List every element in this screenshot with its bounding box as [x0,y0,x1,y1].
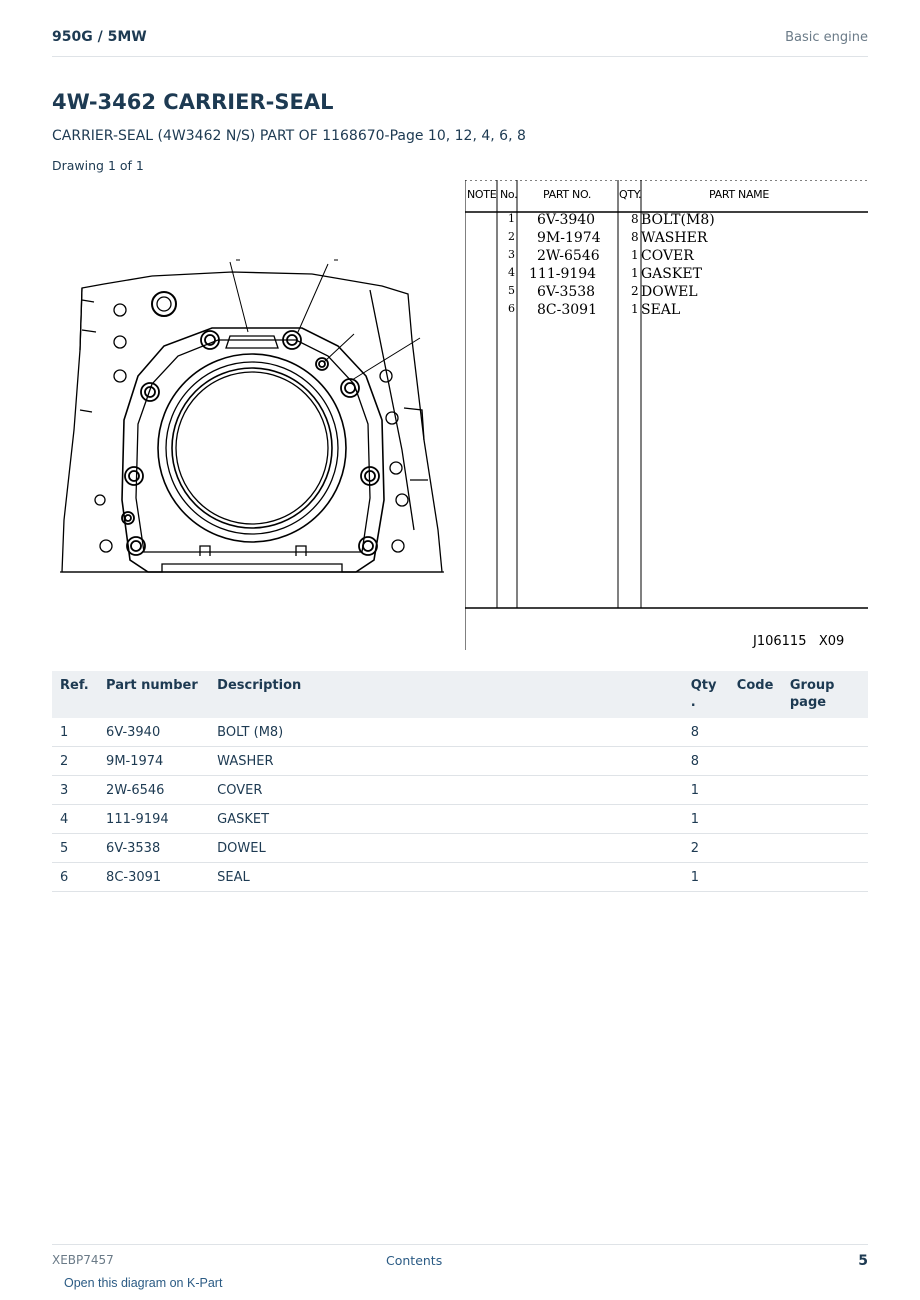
cell-description: GASKET [209,805,683,834]
cell-ref: 3 [52,776,98,805]
parts-diagram [52,180,472,590]
cell-code [729,747,782,776]
cell-description: DOWEL [209,834,683,863]
pl-header-part-no: PART NO. [543,188,592,201]
cell-code [729,834,782,863]
pl-row-name: BOLT(M8) [641,212,715,228]
pl-row-qty: 1 [631,266,639,280]
page-number: 5 [858,1253,868,1269]
cell-part-number: 2W-6546 [98,776,209,805]
table-row [52,718,868,747]
pl-row-qty: 1 [631,302,639,316]
pl-header-part-name: PART NAME [709,188,770,201]
col-code: Code [729,671,782,718]
cell-code [729,718,782,747]
pl-row-no: 4 [508,266,515,279]
cell-part-number: 8C-3091 [98,863,209,892]
cell-qty: 1 [683,776,729,805]
pl-row [465,212,868,230]
pl-row-part-no: 9M-1974 [537,230,601,246]
pl-row-no: 3 [508,248,515,261]
cell-ref: 4 [52,805,98,834]
parts-list-image [465,180,868,650]
cell-qty: 2 [683,834,729,863]
pl-row-no: 2 [508,230,515,243]
cell-code [729,805,782,834]
col-qty: Qty . [683,671,729,718]
table-row [52,805,868,834]
cell-part-number: 111-9194 [98,805,209,834]
cell-description: SEAL [209,863,683,892]
pl-row-qty: 8 [631,212,639,226]
footer-divider [52,1244,868,1245]
parts-table-header [52,671,868,718]
col-part-number: Part number [98,671,209,718]
cell-qty: 8 [683,747,729,776]
model-label: 950G / 5MW [52,29,147,45]
pl-row [465,230,868,248]
cell-part-number: 9M-1974 [98,747,209,776]
cell-part-number: 6V-3538 [98,834,209,863]
cell-group-page [782,718,868,747]
cell-description: COVER [209,776,683,805]
cell-ref: 2 [52,747,98,776]
pl-row-name: SEAL [641,302,681,318]
pl-header-note: NOTE [467,188,497,201]
col-ref: Ref. [52,671,98,718]
parts-table [52,671,868,892]
cell-group-page [782,805,868,834]
pl-row-part-no: 8C-3091 [537,302,597,318]
cell-qty: 1 [683,805,729,834]
col-description: Description [209,671,683,718]
document-id: XEBP7457 [52,1253,114,1267]
cell-qty: 1 [683,863,729,892]
cell-part-number: 6V-3940 [98,718,209,747]
cell-qty: 8 [683,718,729,747]
pl-row-part-no: 111-9194 [529,266,597,282]
pl-row-part-no: 6V-3538 [537,284,596,300]
pl-row-no: 6 [508,302,515,315]
cell-code [729,863,782,892]
drawing-code: J106115 X09 [753,634,845,649]
table-row [52,863,868,892]
table-row [52,834,868,863]
cell-group-page [782,834,868,863]
pl-row-name: DOWEL [641,284,698,300]
pl-row-qty: 8 [631,230,639,244]
table-row [52,747,868,776]
pl-row-name: WASHER [641,230,708,246]
cell-group-page [782,863,868,892]
cell-code [729,776,782,805]
pl-row [465,266,868,284]
table-row [52,776,868,805]
col-group-page: Group page [782,671,868,718]
cell-ref: 6 [52,863,98,892]
pl-header-no: No. [500,188,518,201]
pl-row [465,248,868,266]
pl-header-qty: QTY. [619,188,642,201]
pl-row-part-no: 6V-3940 [537,212,596,228]
page-header [52,28,868,57]
pl-row-part-no: 2W-6546 [537,248,600,264]
cell-group-page [782,776,868,805]
cell-description: WASHER [209,747,683,776]
pl-row-name: GASKET [641,266,702,282]
pl-row-qty: 1 [631,248,639,262]
cell-description: BOLT (M8) [209,718,683,747]
cell-ref: 1 [52,718,98,747]
page-subtitle: CARRIER-SEAL (4W3462 N/S) PART OF 1168670-Page 10, 12, 4, 6, 8 [52,128,526,144]
page-title: 4W-3462 CARRIER-SEAL [52,90,334,114]
pl-row-name: COVER [641,248,694,264]
pl-row [465,284,868,302]
drawing-count: Drawing 1 of 1 [52,158,144,173]
pl-row [465,302,868,320]
pl-row-qty: 2 [631,284,639,298]
section-label: Basic engine [785,30,868,45]
contents-link[interactable]: Contents [386,1253,443,1268]
seal-carrier-drawing [52,180,472,590]
kpart-link[interactable]: Open this diagram on K-Part [64,1276,223,1290]
cell-group-page [782,747,868,776]
pl-row-no: 1 [508,212,515,225]
cell-ref: 5 [52,834,98,863]
pl-row-no: 5 [508,284,515,297]
